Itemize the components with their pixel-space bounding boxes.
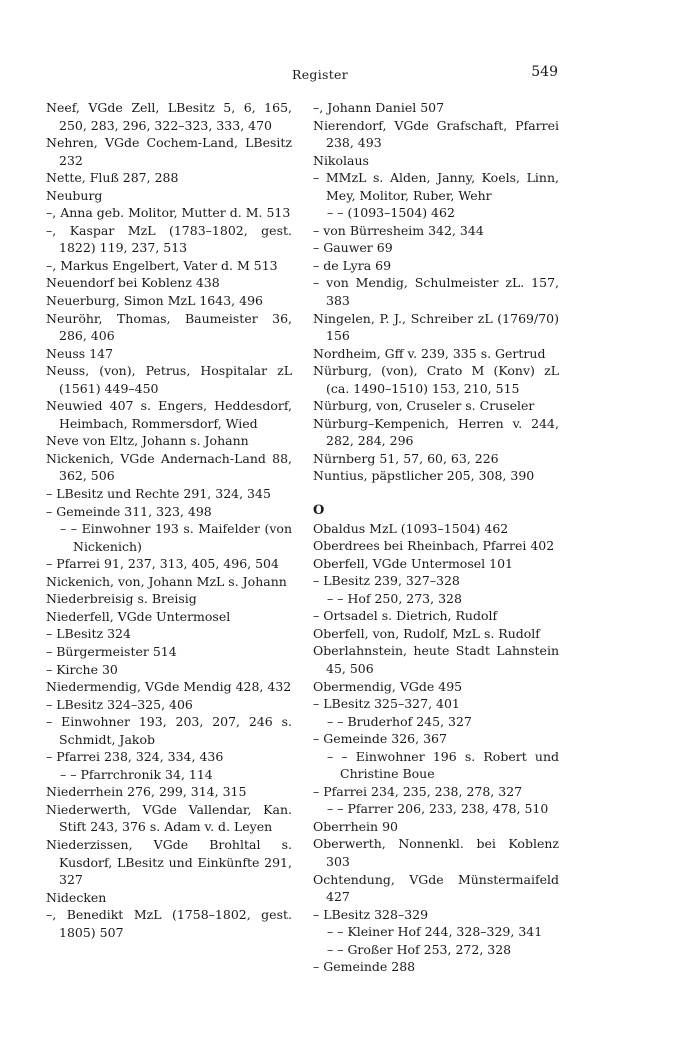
index-entry: – Pfarrei 234, 235, 238, 278, 327 (313, 783, 523, 799)
index-entry: Nikolaus (313, 152, 369, 168)
index-column-right (313, 99, 559, 976)
index-entry: – – Kleiner Hof 244, 328–329, 341 (327, 924, 543, 940)
index-entry: – – Pfarrchronik 34, 114 (60, 766, 213, 782)
index-entry: – LBesitz und Rechte 291, 324, 345 (46, 486, 271, 502)
index-entry: Niederrhein 276, 299, 314, 315 (46, 784, 247, 800)
index-entry: Oberlahnstein, heute Stadt Lahnstein 45, 506 (313, 643, 559, 676)
index-entry: – LBesitz 239, 327–328 (313, 573, 460, 589)
index-entry: Oberwerth, Nonnenkl. bei Koblenz 303 (313, 836, 559, 869)
index-entry: – – Bruderhof 245, 327 (327, 713, 472, 729)
index-entry: Ochtendung, VGde Münstermaifeld 427 (313, 871, 559, 905)
index-entry: Nürnberg 51, 57, 60, 63, 226 (313, 450, 499, 466)
index-entry: Neuröhr, Thomas, Baumeister 36, 286, 406 (46, 310, 292, 344)
index-entry: – – Pfarrer 206, 233, 238, 478, 510 (327, 801, 549, 817)
index-column-left (46, 99, 292, 941)
index-entry: Neuburg (46, 187, 103, 203)
index-entry: – Gemeinde 288 (313, 959, 416, 975)
index-entry: – von Bürresheim 342, 344 (313, 222, 484, 238)
index-entry: – de Lyra 69 (313, 257, 392, 273)
index-entry: Neuss, (von), Petrus, Hospitalar zL (1561) 449–450 (46, 363, 292, 396)
index-entry: Nehren, VGde Cochem-Land, LBesitz 232 (46, 135, 292, 168)
index-entry: –, Markus Engelbert, Vater d. M 513 (46, 257, 278, 273)
index-entry: Obermendig, VGde 495 (313, 678, 463, 694)
running-header-title: Register (291, 67, 349, 82)
index-entry: – LBesitz 324–325, 406 (46, 696, 193, 712)
index-entry: – Kirche 30 (46, 661, 118, 677)
page-number: 549 (531, 64, 558, 80)
index-entry: Nürburg, von, Cruseler s. Cruseler (313, 398, 535, 414)
index-entry: –, Anna geb. Molitor, Mutter d. M. 513 (46, 205, 291, 221)
index-entry: Nierendorf, VGde Grafschaft, Pfarrei 238, 493 (313, 117, 559, 151)
index-entry: – Gemeinde 311, 323, 498 (46, 503, 212, 519)
index-entry: – Ortsadel s. Dietrich, Rudolf (313, 608, 498, 624)
index-entry: Nidecken (46, 889, 107, 905)
index-entry: – LBesitz 328–329 (313, 906, 429, 922)
index-entry: Nickenich, VGde Andernach-Land 88, 362, 506 (46, 450, 292, 484)
index-entry: Oberrhein 90 (313, 818, 398, 834)
section-letter-heading: O (313, 503, 325, 519)
index-entry: Obaldus MzL (1093–1504) 462 (313, 520, 509, 536)
index-entry: Nuntius, päpstlicher 205, 308, 390 (313, 468, 535, 484)
index-entry: – MMzL s. Alden, Janny, Koels, Linn, Mey, Molitor, Ruber, Wehr (313, 170, 559, 203)
index-entry: –, Johann Daniel 507 (313, 100, 445, 115)
index-entry: Nette, Fluß 287, 288 (46, 170, 179, 186)
index-entry: Niederwerth, VGde Vallendar, Kan. Stift 243, 376 s. Adam v. d. Leyen (46, 801, 292, 835)
index-entry: – LBesitz 324 (46, 626, 131, 642)
index-entry: –, Kaspar MzL (1783–1802, gest. 1822) 119, 237, 513 (46, 222, 292, 256)
index-entry: Niedermendig, VGde Mendig 428, 432 (46, 679, 292, 695)
index-entry: – – Einwohner 196 s. Robert und Christine Boue (327, 748, 559, 782)
index-entry: – Gauwer 69 (313, 240, 393, 256)
index-entry: Neuwied 407 s. Engers, Heddesdorf, Heimbach, Rommersdorf, Wied (46, 398, 292, 431)
index-entry: – LBesitz 325–327, 401 (313, 696, 460, 712)
index-entry: Niederzissen, VGde Brohltal s. Kusdorf, LBesitz und Einkünfte 291, 327 (46, 836, 292, 888)
index-entry: – – Einwohner 193 s. Maifelder (von Nickenich) (60, 521, 292, 554)
index-entry: – – Großer Hof 253, 272, 328 (327, 941, 512, 957)
index-entry: – Einwohner 193, 203, 207, 246 s. Schmidt, Jakob (46, 714, 292, 747)
index-entry: Neef, VGde Zell, LBesitz 5, 6, 165, 250, 283, 296, 322–323, 333, 470 (46, 100, 292, 133)
index-entry: Neve von Eltz, Johann s. Johann (46, 433, 249, 449)
index-entry: Niederfell, VGde Untermosel (46, 608, 231, 624)
index-entry: – Gemeinde 326, 367 (313, 731, 447, 747)
index-entry: – – Hof 250, 273, 328 (327, 590, 462, 606)
index-entry: – Pfarrei 238, 324, 334, 436 (46, 749, 224, 765)
index-entry: Nürburg, (von), Crato M (Konv) zL (ca. 1490–1510) 153, 210, 515 (313, 363, 559, 396)
index-entry: Oberfell, von, Rudolf, MzL s. Rudolf (313, 625, 540, 641)
index-entry: Neuendorf bei Koblenz 438 (46, 275, 220, 291)
index-entry: – Bürgermeister 514 (46, 643, 177, 659)
index-entry: Nickenich, von, Johann MzL s. Johann (46, 573, 287, 589)
index-entry: – Pfarrei 91, 237, 313, 405, 496, 504 (46, 556, 279, 572)
index-entry: Nürburg–Kempenich, Herren v. 244, 282, 284, 296 (313, 415, 559, 449)
index-entry: –, Benedikt MzL (1758–1802, gest. 1805) 507 (46, 907, 292, 940)
index-entry: Oberfell, VGde Untermosel 101 (313, 555, 513, 571)
index-entry: Nordheim, Gff v. 239, 335 s. Gertrud (313, 345, 546, 361)
index-entry: Neuss 147 (46, 345, 114, 361)
index-entry: Neuerburg, Simon MzL 1643, 496 (46, 293, 263, 309)
index-entry: Oberdrees bei Rheinbach, Pfarrei 402 (313, 538, 555, 554)
index-entry: Ningelen, P. J., Schreiber zL (1769/70) 156 (313, 310, 559, 344)
index-entry: – – (1093–1504) 462 (327, 205, 455, 221)
index-entry: – von Mendig, Schulmeister zL. 157, 383 (313, 275, 559, 309)
index-entry: Niederbreisig s. Breisig (46, 591, 197, 607)
